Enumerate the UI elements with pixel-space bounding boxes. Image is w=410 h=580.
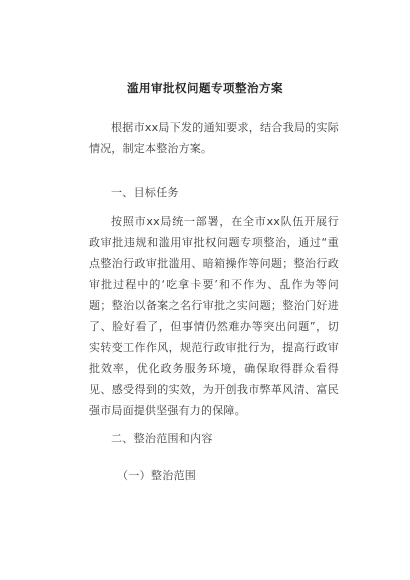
sub-heading-scope: （一）整治范围 <box>117 469 197 482</box>
document-title: 滥用审批权问题专项整治方案 <box>127 81 283 95</box>
intro-paragraph: 根据市xx局下发的通知要求，结合我局的实际情况，制定本整治方案。 <box>89 121 339 155</box>
goals-paragraph: 按照市xx局统一部署，在全市xx队伍开展行政审批违规和滥用审批权问题专项整治，通过“重点整治行政审批滥用、暗箱操作等问题；整治行政审批过程中的‘吃拿卡要’和不作为、乱作为等问题；整治以备案之名行审批之实问题；整治门好进了、脸好看了，但事情仍然难办等突出问题”，切实转变工作作风，规范行政审批行为，提高行政审批效率，优化政务服务环境，确保取得群众看得见、感受得到的实效，为开创我市弊革风清、富民强市局面提供坚强有力的保障。 <box>89 215 339 417</box>
section-heading-scope-content: 二、整治范围和内容 <box>111 432 213 445</box>
section-heading-goals: 一、目标任务 <box>111 186 179 199</box>
